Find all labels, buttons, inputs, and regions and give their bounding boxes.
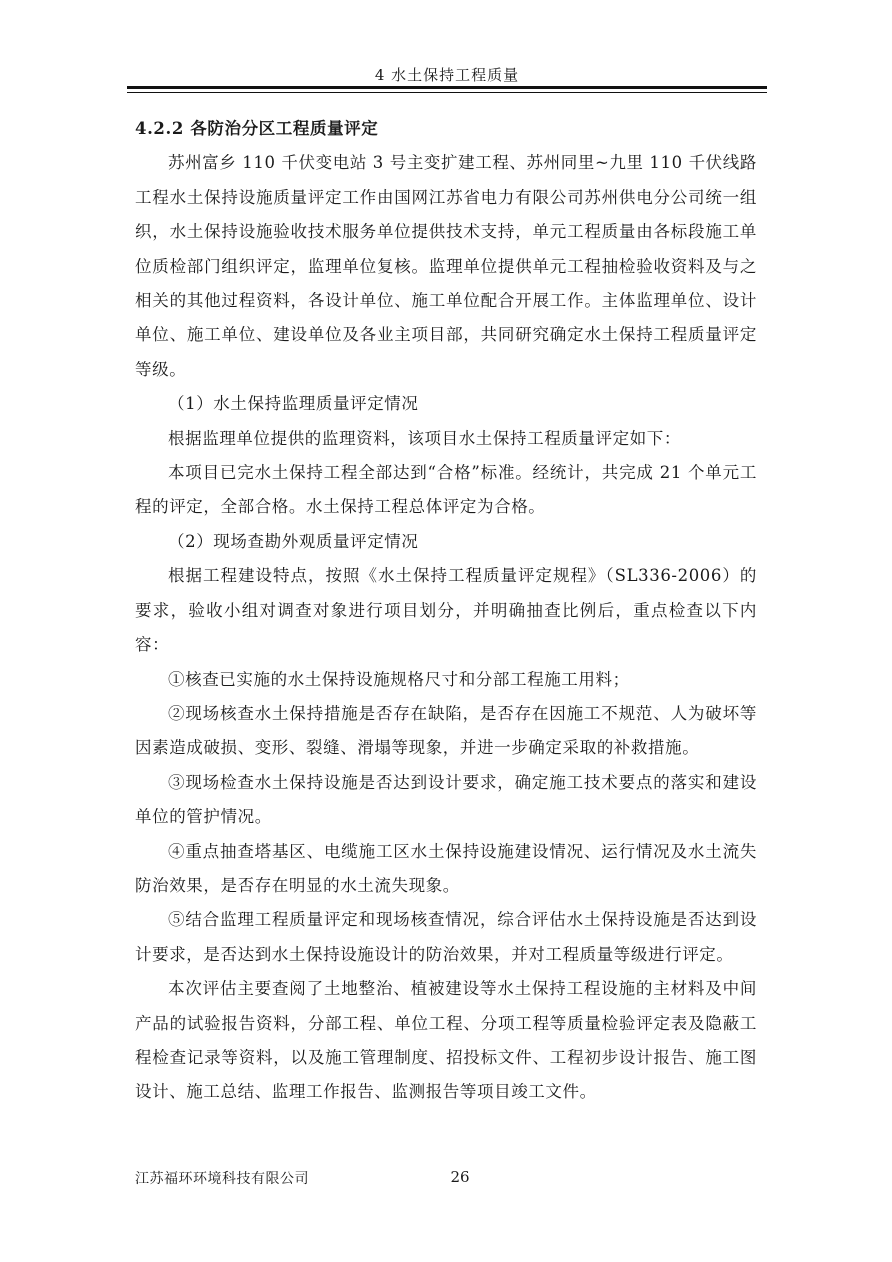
paragraph-supervision-basis: 根据监理单位提供的监理资料，该项目水土保持工程质量评定如下： xyxy=(168,428,681,448)
paragraph-supervision-result: 本项目已完水土保持工程全部达到“合格”标准。经统计，共完成 21 个单元工程的评定，全部合格。水土保持工程总体评定为合格。 xyxy=(135,463,757,517)
list-item-5: ⑤结合监理工程质量评定和现场核查情况，综合评估水土保持设施是否达到设计要求，是否达到水土保持设施设计的防治效果，并对工程质量等级进行评定。 xyxy=(135,910,757,964)
footer-company: 江苏福环环境科技有限公司 xyxy=(135,1171,309,1187)
section-heading: 4.2.2 各防治分区工程质量评定 xyxy=(135,119,379,138)
subheading-supervision: （1）水土保持监理质量评定情况 xyxy=(168,394,419,414)
list-item-2: ②现场核查水土保持措施是否存在缺陷，是否存在因施工不规范、人为破坏等因素造成破损、变形、裂缝、滑塌等现象，并进一步确定采取的补救措施。 xyxy=(135,703,757,758)
list-item-3: ③现场检查水土保持设施是否达到设计要求，确定施工技术要点的落实和建设单位的管护情况。 xyxy=(135,772,757,827)
header-rule-thin xyxy=(127,92,767,93)
subheading-site-survey: （2）现场查勘外观质量评定情况 xyxy=(168,531,419,551)
list-item-1: ①核查已实施的水土保持设施规格尺寸和分部工程施工用料； xyxy=(168,669,630,689)
paragraph-intro: 苏州富乡 110 千伏变电站 3 号主变扩建工程、苏州同里~九里 110 千伏线路工程水土保持设施质量评定工作由国网江苏省电力有限公司苏州供电分公司统一组织，水土保持设施验收技术服务单位提供技术支持，单元工程质量由各标段施工单位质检部门组织评定，监理单位复核。监理单位提供单元工程抽检验收资料及与之相关的其他过程资料，各设计单位、施工单位配合开展工作。主体监理单位、设计单位、施工单位、建设单位及各业主项目部，共同研究确定水土保持工程质量评定等级。 xyxy=(135,153,757,379)
paragraph-survey-basis: 根据工程建设特点，按照《水土保持工程质量评定规程》（SL336-2006）的要求，验收小组对调查对象进行项目划分，并明确抽查比例后，重点检查以下内容： xyxy=(135,566,757,655)
page-number: 26 xyxy=(450,1168,470,1186)
paragraph-documents-reviewed: 本次评估主要查阅了土地整治、植被建设等水土保持工程设施的主材料及中间产品的试验报告资料，分部工程、单位工程、分项工程等质量检验评定表及隐蔽工程检查记录等资料，以及施工管理制度、招投标文件、工程初步设计报告、施工图设计、施工总结、监理工作报告、监测报告等项目竣工文件。 xyxy=(135,979,757,1102)
header-rule-thick xyxy=(127,86,767,89)
running-header: 4 水土保持工程质量 xyxy=(374,66,520,84)
list-item-4: ④重点抽查塔基区、电缆施工区水土保持设施建设情况、运行情况及水土流失防治效果，是否存在明显的水土流失现象。 xyxy=(135,841,757,895)
page-body xyxy=(135,112,757,1110)
